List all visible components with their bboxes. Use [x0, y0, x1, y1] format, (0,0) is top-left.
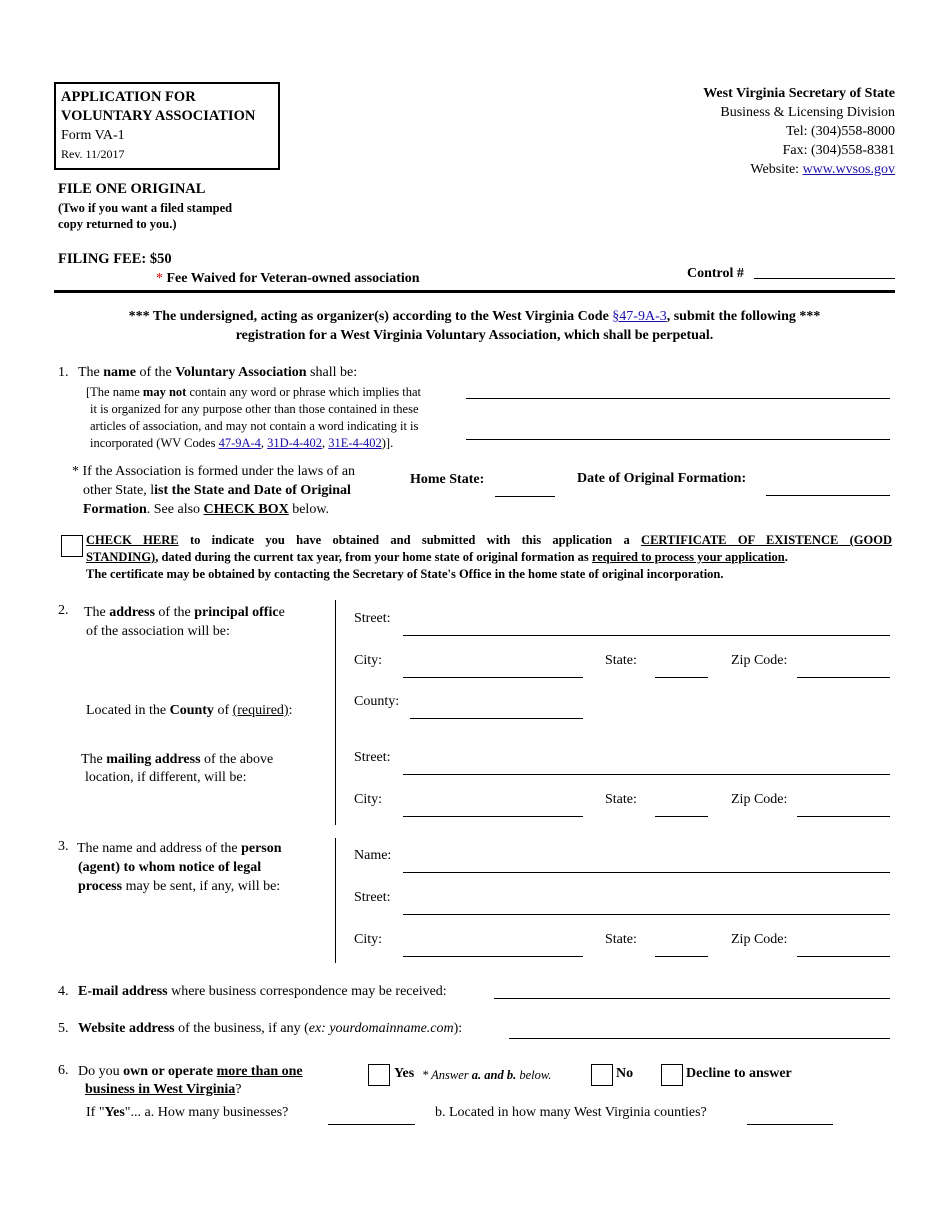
agent-zip-label: Zip Code:: [731, 932, 788, 947]
decline-checkbox[interactable]: [661, 1064, 683, 1086]
s2-county-label: Located in the County of (required):: [86, 703, 293, 718]
agency-tel: Tel: (304)558-8000: [785, 124, 895, 139]
how-many-counties-field[interactable]: [747, 1124, 833, 1125]
agent-state-label: State:: [605, 932, 637, 947]
s2-divider: [335, 600, 336, 825]
s3-divider: [335, 838, 336, 963]
no-label: No: [616, 1066, 634, 1081]
website-field[interactable]: [509, 1038, 890, 1039]
code-link-31e-4-402[interactable]: 31E-4-402: [328, 436, 382, 450]
no-checkbox[interactable]: [591, 1064, 613, 1086]
intro-line-1b: , submit the following ***: [666, 309, 821, 324]
s6-number: 6.: [58, 1063, 69, 1078]
code-link-31d-4-402[interactable]: 31D-4-402: [267, 436, 323, 450]
fee-waiver: [156, 271, 420, 287]
s2-mailing-label: The mailing address of the above location, if different, will be:: [81, 752, 274, 785]
date-formation-label: Date of Original Formation:: [577, 471, 747, 486]
principal-city-field[interactable]: [403, 677, 583, 678]
association-name-field-1[interactable]: [466, 398, 890, 399]
fee-value: : $50: [141, 251, 172, 267]
s1-name-restriction: [The name may not contain any word or phrase which implies that it is organized for any purpose other than those contained in these articles of association, and may not contain a word indicating it is incorporated (WV Codes 47-9A-4, 31D-4-402, 31E-4-402)].: [86, 385, 421, 450]
principal-street-label: Street:: [354, 611, 391, 626]
county-field[interactable]: [410, 718, 583, 719]
other-state-note: * If the Association is formed under the laws of an other State, list the State and Date of Original Formation. See also CHECK BOX below.: [72, 464, 356, 517]
mailing-zip-field[interactable]: [797, 816, 890, 817]
website-link[interactable]: www.wvsos.gov: [802, 162, 895, 177]
email-field[interactable]: [494, 998, 890, 999]
agency-website: [703, 160, 895, 179]
mailing-state-label: State:: [605, 792, 637, 807]
fee-label: FILING FEE: [58, 251, 142, 267]
principal-city-label: City:: [354, 653, 383, 668]
agent-name-label: Name:: [354, 848, 392, 863]
yes-note: * Answer a. and b. below.: [422, 1068, 552, 1082]
control-number-field[interactable]: [754, 278, 895, 279]
fee-waiver-asterisk: *: [156, 271, 167, 286]
agent-street-field[interactable]: [403, 914, 890, 915]
mailing-zip-label: Zip Code:: [731, 792, 788, 807]
certificate-checkbox[interactable]: [61, 535, 83, 557]
yes-label: Yes: [394, 1066, 415, 1081]
agent-city-field[interactable]: [403, 956, 583, 957]
agency-fax: Fax: (304)558-8381: [782, 143, 895, 158]
home-state-label: Home State:: [410, 472, 485, 487]
website-label: Website:: [750, 162, 803, 177]
yes-checkbox[interactable]: [368, 1064, 390, 1086]
mailing-city-label: City:: [354, 792, 383, 807]
agent-state-field[interactable]: [655, 956, 708, 957]
file-note-2: copy returned to you.): [58, 217, 177, 231]
filing-fee: [58, 251, 172, 268]
intro-text: [54, 307, 895, 345]
principal-zip-label: Zip Code:: [731, 653, 788, 668]
mailing-state-field[interactable]: [655, 816, 708, 817]
principal-state-label: State:: [605, 653, 637, 668]
county-label: County:: [354, 694, 400, 709]
file-note-1: (Two if you want a filed stamped: [58, 201, 233, 215]
s2-title: The address of the principal office of the association will be:: [84, 605, 285, 639]
mailing-city-field[interactable]: [403, 816, 583, 817]
date-formation-field[interactable]: [766, 495, 890, 496]
principal-street-field[interactable]: [403, 635, 890, 636]
s4-number: 4.: [58, 984, 69, 999]
control-number-label: Control #: [687, 266, 744, 281]
agency-division: Business & Licensing Division: [720, 105, 895, 120]
fee-waiver-text: Fee Waived for Veteran-owned association: [166, 271, 420, 286]
home-state-field[interactable]: [495, 496, 555, 497]
mailing-street-field[interactable]: [403, 774, 890, 775]
agent-city-label: City:: [354, 932, 383, 947]
s1-number: 1.: [58, 365, 69, 380]
certificate-text: CHECK HERE to indicate you have obtained and submitted with this application a CERTIFICATE OF EXISTENCE (GOOD STANDING), dated during the current tax year, from your home state of original formation as required to process your application. The certificate may be obtained by contacting the Secretary of State's Office in the home state of original incorporation.: [86, 533, 892, 581]
s5-label: Website address of the business, if any (ex: yourdomainname.com):: [78, 1021, 463, 1036]
form-revision: Rev. 11/2017: [61, 147, 125, 161]
form-number: Form VA-1: [61, 128, 125, 143]
principal-state-field[interactable]: [655, 677, 708, 678]
header-divider: [54, 290, 895, 293]
agent-zip-field[interactable]: [797, 956, 890, 957]
s6-how-many-businesses: If "Yes"... a. How many businesses?: [86, 1105, 289, 1120]
form-title-line-2: VOLUNTARY ASSOCIATION: [61, 108, 256, 124]
agent-street-label: Street:: [354, 890, 391, 905]
intro-line-2: registration for a West Virginia Voluntary Association, which shall be perpetual.: [235, 328, 714, 343]
principal-zip-field[interactable]: [797, 677, 890, 678]
agency-name: West Virginia Secretary of State: [703, 86, 895, 101]
code-link-47-9a-3[interactable]: §47-9A-3: [612, 309, 667, 324]
s5-number: 5.: [58, 1021, 69, 1036]
s6-question: Do you own or operate more than one business in West Virginia?: [78, 1064, 303, 1097]
mailing-street-label: Street:: [354, 750, 391, 765]
s1-title: The name of the Voluntary Association shall be:: [78, 365, 358, 380]
s4-label: E-mail address where business correspondence may be received:: [78, 984, 447, 999]
association-name-field-2[interactable]: [466, 439, 890, 440]
s2-number: 2.: [58, 603, 69, 618]
s3-number: 3.: [58, 839, 69, 854]
agent-name-field[interactable]: [403, 872, 890, 873]
agency-contact: [703, 84, 895, 179]
intro-line-1a: *** The undersigned, acting as organizer(s) according to the West Virginia Code: [128, 309, 613, 324]
how-many-businesses-field[interactable]: [328, 1124, 415, 1125]
file-one-original: FILE ONE ORIGINAL: [58, 181, 206, 197]
code-link-47-9a-4[interactable]: 47-9A-4: [218, 436, 261, 450]
s3-title: The name and address of the person (agent) to whom notice of legal process may be sent, if any, will be:: [77, 841, 282, 894]
s6-how-many-counties: b. Located in how many West Virginia counties?: [435, 1105, 707, 1120]
form-title-line-1: APPLICATION FOR: [61, 89, 196, 105]
decline-label: Decline to answer: [686, 1066, 792, 1081]
